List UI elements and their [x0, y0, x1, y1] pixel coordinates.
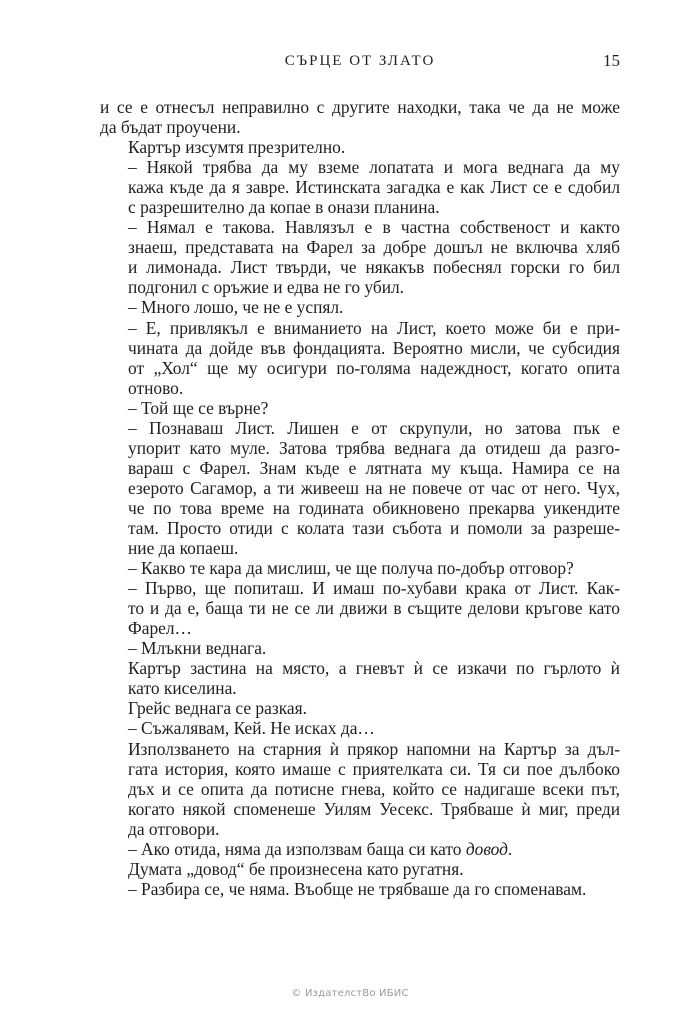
text-line: дъх и се опита да потисне гнева, който се надигаше всеки път, [128, 778, 620, 799]
paragraph [100, 879, 620, 899]
text-line: – Ако отида, няма да използвам баща си като довод. [128, 838, 513, 859]
text-line: да отговори. [128, 818, 220, 839]
text-line: гата история, която имаше с приятелката си. Тя си пое дълбоко [128, 758, 620, 779]
paragraph [100, 638, 620, 658]
text-line: и се е отнесъл неправилно с другите находки, така че да не може [100, 97, 620, 117]
paragraph [100, 157, 620, 217]
paragraph [100, 718, 620, 738]
paragraph [100, 839, 620, 859]
text-line: – Познаваш Лист. Лишен е от скрупули, но затова пък е [128, 417, 620, 438]
paragraph [100, 558, 620, 578]
copyright-icon: © [291, 988, 302, 999]
text-line: Използването на старния ѝ прякор напомни на Картър за дъл- [128, 738, 620, 759]
text-line: че по това време на годината обикновено прекарва уикендите [128, 497, 620, 518]
text-line: – Разбира се, че няма. Въобще не трябваше да го споменавам. [128, 878, 587, 899]
text-line: вараш с Фарел. Знам къде е лятната му къща. Намира се на [128, 457, 620, 478]
publisher-name: ИздателстВо ИБИС [304, 988, 409, 999]
text-line: – Съжалявам, Кей. Не исках да… [128, 718, 375, 739]
paragraph [100, 658, 620, 698]
text-line: отново. [128, 377, 184, 398]
text-line: ние да копаеш. [128, 538, 239, 559]
text-line: – Е, привлякъл е вниманието на Лист, което може би е при- [128, 317, 620, 338]
page-number: 15 [603, 51, 620, 70]
text-line: – Някой трябва да му вземе лопатата и мога веднага да му [128, 157, 620, 178]
text-line: Картър застина на място, а гневът ѝ се изкачи по гърлото ѝ [128, 658, 620, 679]
footer-copyright [0, 988, 700, 999]
paragraph [100, 217, 620, 297]
text-line: чината да дойде във фондацията. Вероятно мисли, че субсидия [128, 337, 620, 358]
paragraph [100, 398, 620, 418]
text-line: кажа къде да я завре. Истинската загадка е как Лист се е сдобил [128, 177, 620, 198]
text-line: – Млъкни веднага. [128, 638, 267, 659]
paragraph [100, 859, 620, 879]
text-line: Картър изсумтя презрително. [128, 137, 346, 158]
running-title: СЪРЦЕ ОТ ЗЛАТО [284, 53, 436, 69]
text-line: да бъдат проучени. [100, 117, 241, 138]
text-line: Грейс веднага се разкая. [128, 698, 307, 719]
paragraph [100, 698, 620, 718]
text-line: подгонил с оръжие и едва не го убил. [128, 277, 405, 298]
text-line: като киселина. [128, 678, 237, 699]
text-line: езерото Сагамор, а ти живееш на не повече от час от него. Чух, [128, 477, 620, 498]
running-header [100, 47, 620, 75]
text-line: знаеш, представата на Фарел за добре дошъл не включва хляб [128, 237, 620, 258]
text-line: Думата „довод“ бе произнесена като ругатня. [128, 858, 464, 879]
paragraph [100, 297, 620, 317]
paragraph [100, 739, 620, 839]
text-line: то и да е, баща ти не се ли движи в същите делови кръгове като [128, 598, 620, 619]
text-line: – Той ще се върне? [128, 397, 269, 418]
text-line: когато някой споменеше Уилям Уесекс. Трябваше ѝ миг, преди [128, 798, 620, 819]
paragraph [100, 97, 620, 137]
text-line: с разрешително да копае в онази планина. [128, 197, 440, 218]
text-line: – Много лошо, че не е успял. [128, 297, 344, 318]
body-text [100, 97, 620, 899]
text-line: – Какво те кара да мислиш, че ще получа по-добър отговор? [128, 558, 574, 579]
text-line: Фарел… [128, 618, 192, 639]
text-line: там. Просто отиди с колата тази събота и помоли за разреше- [128, 517, 620, 538]
text-line: упорит като муле. Затова трябва веднага да отидеш да разго- [128, 437, 620, 458]
paragraph [100, 578, 620, 638]
text-line: от „Хол“ ще му осигури по-голяма надеждност, когато опита [128, 357, 620, 378]
text-line: и лимонада. Лист твърди, че някакъв побеснял горски го бил [128, 257, 620, 278]
paragraph [100, 318, 620, 398]
text-line: – Нямал е такова. Навлязъл е в частна собственост и както [128, 217, 620, 238]
text-line: – Първо, ще попиташ. И имаш по-хубави крака от Лист. Как- [128, 578, 620, 599]
paragraph [100, 137, 620, 157]
paragraph [100, 418, 620, 558]
